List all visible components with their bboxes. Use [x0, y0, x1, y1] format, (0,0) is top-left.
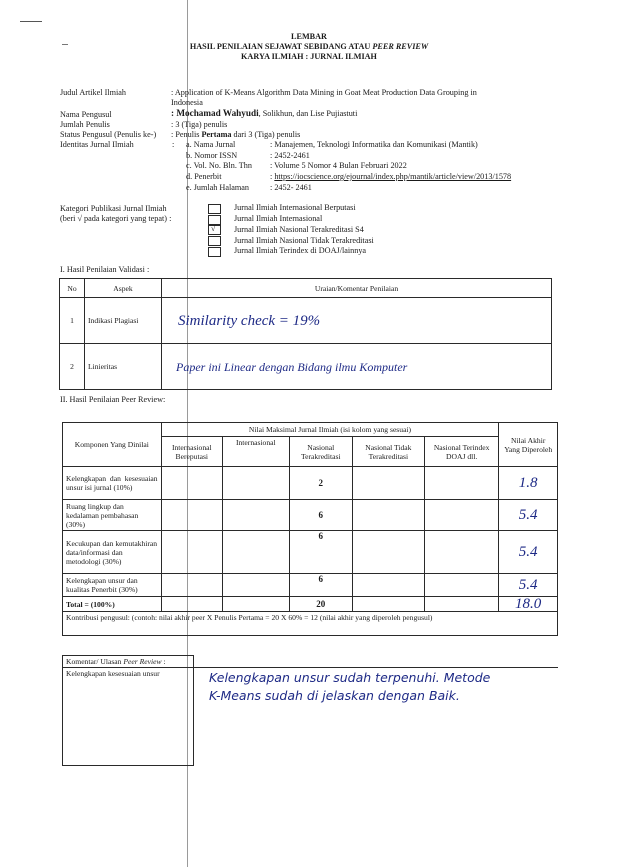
option-label: Jurnal Ilmiah Nasional Tidak Terakreditasi: [234, 236, 374, 245]
value-pengusul: : Mochamad Wahyudi, Solikhun, dan Lise Pujiastuti: [171, 108, 358, 118]
value-status: : Penulis Pertama dari 3 (Tiga) penulis: [171, 130, 301, 139]
header-no: No: [60, 279, 85, 298]
checkbox-tidak-terakreditasi[interactable]: [208, 236, 221, 246]
table-row: [63, 500, 558, 531]
handwritten-total: 18.0: [499, 597, 558, 612]
handwritten-nilai-akhir: 1.8: [499, 467, 558, 500]
handwritten-plagiasi: Similarity check = 19%: [162, 298, 552, 344]
total-label: Total = (100%): [63, 597, 162, 612]
identitas-key-e: e. Jumlah Halaman: [186, 183, 249, 192]
validasi-table: [59, 278, 552, 390]
header-aspek: Aspek: [85, 279, 162, 298]
handwritten-linieritas: Paper ini Linear dengan Bidang ilmu Komputer: [162, 344, 552, 390]
table-row-kontribusi: [63, 612, 558, 636]
header-komentar: Uraian/Komentar Penilaian: [162, 279, 552, 298]
total-nasional: 20: [289, 597, 352, 612]
publisher-link[interactable]: https://iocscience.org/ejournal/index.php/mantik/article/view/2013/1578: [274, 172, 512, 181]
check-mark: √: [211, 224, 216, 233]
komentar-title: Komentar/ Ulasan Peer Review :: [63, 656, 194, 668]
table-row: [60, 344, 552, 390]
label-judul: Judul Artikel Ilmiah: [60, 88, 126, 97]
identitas-key-c: c. Vol. No. Bln. Thn: [186, 161, 252, 170]
label-status: Status Pengusul (Penulis ke-): [60, 130, 157, 139]
identitas-key-a: a. Nama Jurnal: [186, 140, 236, 149]
header-nilai-maksimal: Nilai Maksimal Jurnal Ilmiah (isi kolom yang sesuai): [161, 423, 499, 437]
title-karya: KARYA ILMIAH : JURNAL ILMIAH: [241, 52, 377, 61]
table-row: [63, 467, 558, 500]
value-jumlah: : 3 (Tiga) penulis: [171, 120, 228, 129]
identitas-val-a: : Manajemen, Teknologi Informatika dan Komunikasi (Mantik): [270, 140, 478, 149]
handwritten-komentar-line1: Kelengkapan unsur sudah terpenuhi. Metode: [209, 670, 491, 685]
header-komponen: Komponen Yang Dinilai: [63, 423, 162, 467]
handwritten-komentar-line2: K-Means sudah di jelaskan dengan Baik.: [209, 688, 460, 703]
komponen-label: Kelengkapan dan kesesuaian unsur isi jurnal (10%): [63, 467, 162, 500]
nilai-nasional: 6: [289, 574, 352, 597]
peer-review-table: [62, 422, 558, 636]
subheader: Nasional Terakreditasi: [289, 437, 352, 467]
row-aspek: Linieritas: [85, 344, 162, 390]
komentar-body: [194, 668, 559, 766]
kontribusi-text: Kontribusi pengusul: (contoh: nilai akhir peer X Penulis Pertama = 20 X 60% = 12 (nilai akhir yang diperoleh pengusul): [63, 612, 558, 636]
section-peer-title: II. Hasil Penilaian Peer Review:: [60, 395, 166, 404]
subheader: Internasional: [222, 437, 289, 467]
komentar-table: [62, 655, 558, 766]
identitas-key-d: d. Penerbit: [186, 172, 222, 181]
checkbox-nasional-s4[interactable]: [208, 225, 221, 235]
subheader: Nasional Tidak Terakreditasi: [352, 437, 424, 467]
identitas-val-c: : Volume 5 Nomor 4 Bulan Februari 2022: [270, 161, 407, 170]
komponen-label: Kecukupan dan kemutakhiran data/informasi dan metodologi (30%): [63, 531, 162, 574]
row-aspek: Indikasi Plagiasi: [85, 298, 162, 344]
option-label: Jurnal Ilmiah Internasional: [234, 214, 323, 223]
nilai-nasional: 2: [289, 467, 352, 500]
kategori-label: Kategori Publikasi Jurnal Ilmiah: [60, 204, 167, 213]
table-row-total: [63, 597, 558, 612]
komentar-label: Kelengkapan kesesuaian unsur: [63, 668, 194, 766]
identitas-key-b: b. Nomor ISSN: [186, 151, 238, 160]
section-validasi-title: I. Hasil Penilaian Validasi :: [60, 265, 150, 274]
identitas-colon: :: [172, 140, 175, 149]
subheader: Nasional Terindex DOAJ dll.: [424, 437, 498, 467]
option-label: Jurnal Ilmiah Nasional Terakreditasi S4: [234, 225, 364, 234]
table-row: [60, 298, 552, 344]
nilai-nasional: 6: [289, 500, 352, 531]
identitas-val-e: : 2452- 2461: [270, 183, 312, 192]
table-row: [63, 574, 558, 597]
identitas-val-b: : 2452-2461: [270, 151, 310, 160]
title-lembar: LEMBAR: [291, 32, 327, 41]
label-pengusul: Nama Pengusul: [60, 110, 112, 119]
value-judul: : Application of K-Means Algorithm Data Mining in Goat Meat Production Data Grouping in Indonesia: [171, 88, 477, 107]
nilai-nasional: 6: [289, 531, 352, 574]
option-label: Jurnal Ilmiah Terindex di DOAJ/lainnya: [234, 246, 367, 255]
title-hasil: HASIL PENILAIAN SEJAWAT SEBIDANG ATAU PEER REVIEW: [189, 42, 429, 51]
table-row: [63, 531, 558, 574]
komponen-label: Ruang lingkup dan kedalaman pembahasan (30%): [63, 500, 162, 531]
row-no: 2: [60, 344, 85, 390]
checkbox-int-bereputasi[interactable]: [208, 204, 221, 214]
scan-mark: [20, 21, 42, 22]
header-nilai-akhir: Nilai Akhir Yang Diperoleh: [499, 423, 558, 467]
checkbox-doaj[interactable]: [208, 247, 221, 257]
komponen-label: Kelengkapan unsur dan kualitas Penerbit (30%): [63, 574, 162, 597]
identitas-val-d: : https://iocscience.org/ejournal/index.php/mantik/article/view/2013/1578: [270, 172, 512, 181]
option-label: Jurnal Ilmiah Internasional Berputasi: [234, 203, 356, 212]
handwritten-nilai-akhir: 5.4: [499, 500, 558, 531]
row-no: 1: [60, 298, 85, 344]
kategori-hint: (beri √ pada kategori yang tepat) :: [60, 214, 172, 223]
label-identitas: Identitas Jurnal Ilmiah: [60, 140, 134, 149]
label-jumlah: Jumlah Penulis: [60, 120, 110, 129]
subheader: Internasional Bereputasi: [161, 437, 222, 467]
handwritten-nilai-akhir: 5.4: [499, 531, 558, 574]
handwritten-nilai-akhir: 5.4: [499, 574, 558, 597]
